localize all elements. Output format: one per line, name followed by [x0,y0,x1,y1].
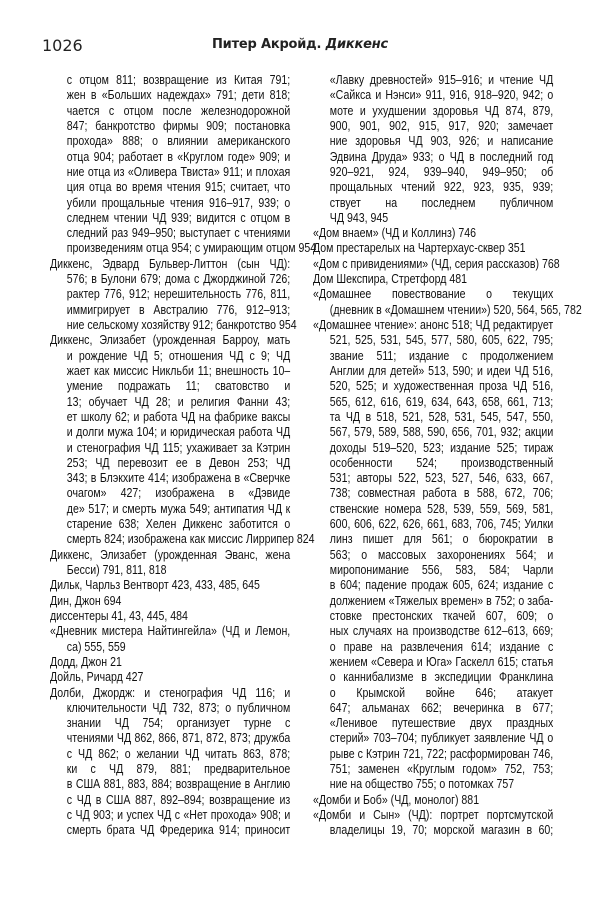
index-entry-line: ствует на последнем публичном [329,195,554,210]
index-entry-line: прощальных чтений 922, 923, 935, 939; [329,180,554,195]
index-entry-line: ние отца из «Оливера Твиста» 911; и плохая [66,164,291,179]
index-entry-line: смерть 824; изображена как миссис Лиррипер 824 [66,532,315,547]
index-entry-heading-line: Долби, Джордж: и стенография ЧД 116; и [50,685,291,700]
index-entry-line: 920–921, 924, 939–940, 949–950; об [329,164,554,179]
index-entry-line: ственские номера 528, 539, 559, 569, 581, [329,501,554,516]
index-entry-line: жением «Севера и Юга» Гаскелл 615; статья [329,654,554,669]
index-entry-line: ние здоровья ЧД 903, 926; и написание [329,134,554,149]
index-entry-heading-line: «Дом внаем» (ЧД и Коллинз) 746 [313,226,476,241]
index-entry-line: с ЧД в США 887, 892–894; возвращение из [66,792,291,807]
index-entry-heading-line: Диккенс, Элизабет (урожденная Эванс, жена [50,547,291,562]
index-entry-line: ние сельскому хозяйству 912; банкротство 954 [66,318,297,332]
index-entry [50,594,290,609]
index-entry [50,609,290,624]
index-entry [313,256,560,272]
index-entry-line: 751; заменен «Круглым годом» 752, 753; [329,762,554,777]
index-entry-heading-line: «Дом с привидениями» (ЧД, серия рассказов) 768 [313,256,560,271]
index-entry [313,318,553,793]
index-entry-line: чается с отцом после железнодорожной [66,103,291,118]
index-entry-line: и долги мужа 104; и юридическая работа ЧД [66,425,291,440]
index-entry-line: 563; о массовых захоронениях 564; и [329,547,554,562]
index-entry [50,256,297,334]
index-entry-line: ет школу 62; и работа ЧД на фабрике ваксы [66,409,291,424]
index-entry-heading-line: Диккенс, Элизабет (урожденная Барроу, мать [50,333,291,348]
index-entry-line: отца 904; работает в «Круглом годе» 909; и [66,149,291,164]
index-entry-heading-line: Дом престарелых на Чартерхаус-сквер 351 [313,241,526,256]
index-entry-line: (дневник в «Домашнем чтении») 520, 564, 565, 782 [329,302,582,317]
index-entry-line: 600, 606, 622, 626, 661, 683, 706, 745; Уилки [329,517,554,532]
index-entry-line: о Крымской войне 646; атакует [329,685,554,700]
index-entry-line: 521, 525, 531, 545, 577, 580, 605, 622, 795; [329,333,554,348]
index-entry-line: в 604; падение продаж 605, 624; издание с [329,578,554,593]
index-entry-line: и стенография ЧД 115; ухаживает за Кэтрин [66,440,291,455]
index-entry [313,808,553,839]
index-entry-line: 565, 612, 616, 619, 634, 643, 658, 661, 713; [329,394,554,409]
index-entry-line: ние на общество 755; о потомках 757 [329,777,515,792]
index-entry [50,686,290,839]
index-entry-line: 576; в Булони 679; дома с Джорджиной 726; [66,272,291,287]
index-entry-line: Эдвина Друда» 933; о ЧД в последний год [329,149,554,164]
index-entry-line: умение подражать 11; сватовство и [66,379,291,394]
index-entry-heading-line: диссентеры 41, 43, 445, 484 [50,608,188,623]
index-entry-line: стовке престонских ткачей 607, 609; о [329,608,554,623]
index-entry [50,548,290,579]
index-entry [50,670,290,685]
index-entry-line: в США 881, 883, 884; возвращение в Англию [66,777,291,792]
index-entry-line: линз пишет для 561; о бюрократии в [329,532,554,547]
index-entry-line: ция отца во время чтения 915; считает, что [66,180,291,195]
running-title-book: Диккенс [325,37,389,52]
index-entry-line: следнем чтении ЧД 939; видится с отцом в [66,210,291,225]
index-entry-line: рактер 776, 912; нерешительность 776, 811, [66,287,291,302]
index-entry-heading-line: «Домашнее повествование о текущих [313,287,554,302]
index-entry-line: ки с ЧД 879, 881; предварительное [66,762,291,777]
index-entry-line: 253; ЧД перевозит ее в Девон 253; ЧД [66,455,291,470]
index-entry-line: жает как миссис Никльби 11; внешность 10– [66,363,291,378]
index-entry-line: де» 517; и смерть мужа 549; антипатия ЧД к [66,501,291,516]
index-entry [50,73,317,257]
index-entry [50,624,290,655]
index-entry-line: «Сайкса и Нэнси» 911, 916, 918–920, 942; о [329,88,554,103]
index-entry-heading-line: Додд, Джон 21 [50,654,122,669]
index-entry-line: стерий» 703–704; публикует заявление ЧД о [329,731,554,746]
index-column-right [313,73,582,839]
index-entry-line: и рождение ЧД 5; отношения ЧД с 9; ЧД [66,348,291,363]
index-entry-line: с ЧД 903; и успех ЧД с «Нет прохода» 908; и [66,808,291,822]
index-entry-line: «Лавку древностей» 915–916; и чтение ЧД [329,73,554,87]
index-entry-heading-line: «Домби и Сын» (ЧД): портрет портсмутской [313,808,554,822]
index-entry-line: ключительности ЧД 732, 873; о публичном [66,700,291,715]
index-entry-line: 343; в Блэкхите 414; изображена в «Сверчке [66,471,291,486]
index-entry [313,793,553,808]
index-entry-line: 900, 901, 902, 915, 917, 920; замечает [329,118,554,133]
index-entry-line: смерть брата ЧД Фредерика 914; приносит [66,823,291,838]
index-entry-heading-line: Дильк, Чарльз Вентворт 423, 433, 485, 645 [50,578,260,593]
index-entry-heading-line: «Домашнее чтение»: анонс 518; ЧД редактирует [313,318,554,332]
index-entry-line: 13; обучает ЧД 28; и религия Фанни 43; [66,394,291,409]
index-entry-line: Англии для детей» 513, 590; и идеи ЧД 516, [329,363,554,378]
index-entry [313,73,553,226]
index-entry-line: моте и ухудшении здоровья ЧД 874, 879, [329,103,554,118]
index-entry-line: знании ЧД 754; организует турне с [66,716,291,731]
index-entry [313,226,553,241]
running-title-author: Питер Акройд. [211,37,322,52]
index-entry-line: 520, 525; и художественная проза ЧД 516, [329,379,554,394]
index-entry-line: о праве на развлечения 614; издание с [329,639,554,654]
index-entry-heading-line: Дойль, Ричард 427 [50,670,144,685]
index-entry-line: миропонимание 556, 583, 584; Чарли [329,563,554,577]
index-entry [50,655,290,670]
index-entry-line: звание 511; издание с продолжением [329,348,554,363]
index-entry-line: са) 555, 559 [66,639,126,654]
index-entry-line: 847; банкротство фирмы 909; постановка [66,118,291,133]
index-entry [313,287,582,318]
index-entry-line: о каннибализме в экспедиции Франклина [329,670,554,685]
index-entry-line: должением «Тяжелых времен» в 752; о заба- [329,593,554,608]
index-entry-heading-line: «Дневник мистера Найтингейла» (ЧД и Лемон, [50,624,291,639]
index-entry-heading-line: Дин, Джон 694 [50,593,122,608]
index-entry-line: ных случаях на производстве 612–613, 669; [329,624,554,639]
index-entry-heading-line: Диккенс, Эдвард Бульвер-Литтон (сын ЧД): [50,256,291,271]
index-entry-line: жен в «Больших надеждах» 791; дети 818; [66,88,291,103]
index-entry-line: убили прощальные чтения 916–917, 939; о [66,195,291,210]
index-entry [313,272,553,287]
index-entry-line: произведениям отца 954; с умирающим отцом 954 [66,241,317,256]
index-entry-line: очагом» 427; изображена в «Дэвиде [66,486,291,501]
index-entry-line: та ЧД в 518, 521, 528, 531, 545, 547, 550, [329,409,554,424]
index-entry-line: 647; альманах 662; вечеринка в 677; [329,700,554,715]
running-title [0,37,600,52]
index-entry-line: с отцом 811; возвращение из Китая 791; [66,73,291,87]
index-entry-line: доходы 519–520, 523; издание 525; тираж [329,440,554,455]
index-entry-line: старение 638; Хелен Диккенс заботится о [66,517,291,532]
index-entry-line: следний раз 949–950; выступает с чтениями [66,226,291,241]
index-entry-line: владелицы 19, 70; морской магазин в 60; [329,823,554,838]
index-entry-line: чтениями ЧД 862, 866, 871, 872, 873; дружба [66,731,291,746]
index-column-left [50,73,317,839]
index-entry-heading-line: «Домби и Боб» (ЧД, монолог) 881 [313,792,480,807]
index-entry-line: «Ленивое путешествие двух праздных [329,716,554,731]
index-entry-line: Бесси) 791, 811, 818 [66,563,167,577]
index-entry-heading-line: Дом Шекспира, Стретфорд 481 [313,272,468,287]
index-entry [50,333,315,547]
index-entry-line: иммигрирует в Австралию 776, 912–913; [66,302,291,317]
index-entry-line: особенности 524; производственный [329,455,554,470]
index-entry [313,241,553,256]
index-entry-line: рыве с Кэтрин 721, 722; расформирован 746, [329,746,554,761]
index-entry-line: 531; авторы 522, 523, 527, 546, 633, 667, [329,471,554,486]
index-entry-line: прохода» 888; о влиянии американского [66,134,291,149]
page-number: 1026 [42,36,83,55]
index-entry-line: 738; совместная работа в 588, 672, 706; [329,486,554,501]
index-entry-line: с ЧД 862; о желании ЧД читать 863, 878; [66,746,291,761]
index-entry-line: ЧД 943, 945 [329,210,389,225]
index-entry-line: 567, 579, 589, 588, 590, 656, 701, 932; акции [329,425,554,440]
index-entry [50,578,290,593]
